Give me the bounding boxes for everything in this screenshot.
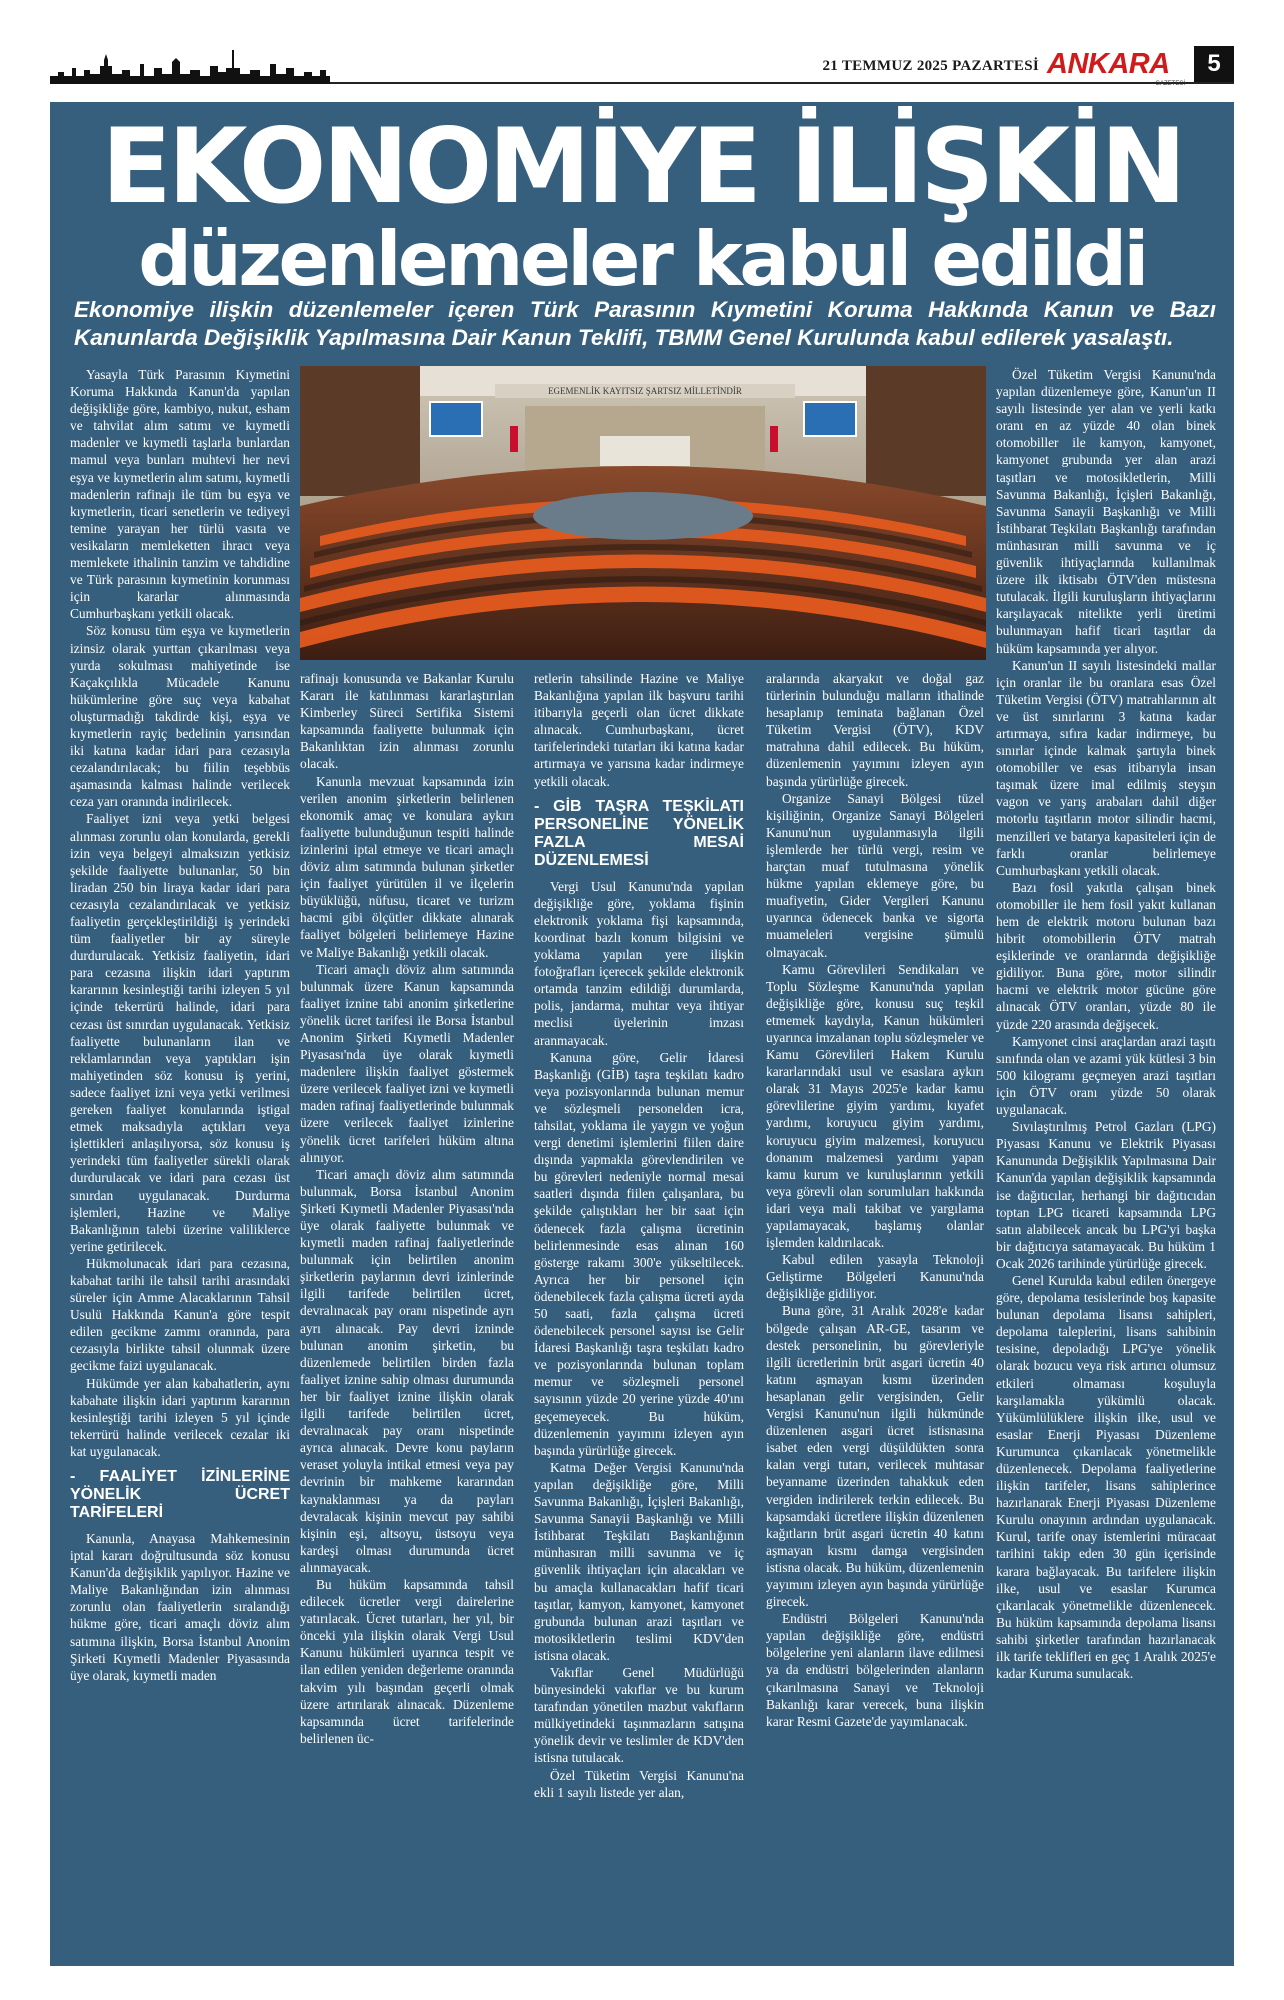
issue-date: 21 TEMMUZ 2025 PAZARTESİ: [822, 58, 1039, 74]
paragraph: Yasayla Türk Parasının Kıymetini Koruma Hakkında Kanun'da yapılan değişikliğe göre, kambiyo, nukut, esham ve tahvilat alım satımı ve kıymetli madenler ve kıymetli taşlarla bunlardan mamul veya bunları muhtevi her nevi eşya ve kıymetlerin alım satımı, kıymetli madenlerin rafinajı ile tüm bu eşya ve kıymetlerin, ticari senetlerin ve tediyeyi temine yarayan her türlü vasıta ve vesikaların memleketten ihracı veya memlekete ithalinin tanzim ve tahdidine ve Türk parasının kıymetinin korunması için kararlar alınmasında Cumhurbaşkanı yetkili olacak.: [70, 367, 290, 622]
paragraph: Hükmolunacak idari para cezasına, kabahat tarihi ile tahsil tarihi arasındaki süreler için Amme Alacaklarının Tahsil Usulü Hakkında Kanun'a göre tespit edilen gecikme zammı oranında, para cezasıyla birlikte tahsil olunmak üzere gecikme faizi uygulanacak.: [70, 1255, 290, 1374]
headline-line-2: düzenlemeler kabul edildi: [138, 215, 1146, 303]
paragraph: retlerin tahsilinde Hazine ve Maliye Bakanlığına yapılan ilk başvuru tarihi itibarıyla geçerli olan ücret dikkate alınacak. Cumhurbaşkanı, ücret tarifelerindeki tutarları iki katına kadar artırmaya ve yarısına kadar indirmeye yetkili olacak.: [534, 671, 744, 789]
paragraph: Kabul edilen yasayla Teknoloji Geliştirme Bölgeleri Kanunu'nda değişikliğe gidiliyor.: [766, 1252, 984, 1302]
paragraph: Ticari amaçlı döviz alım satımında bulunmak üzere Kanun kapsamında faaliyet iznine tabi anonim şirketlerine yönelik ücret tarifesi ile Borsa İstanbul Anonim Şirketi Kıymetli Madenler Piyasası'nda üye olarak kıymetli madenlere ilişkin faaliyet göstermek üzere verilecek faaliyet izni ve kıymetli maden rafinaj faaliyetlerinde bulunmak üzere verilecek faaliyet izinlerine yönelik ücret tarifeleri hüküm altına alınıyor.: [300, 961, 514, 1165]
ankara-skyline-icon: [50, 46, 330, 84]
paragraph: Kanun'un II sayılı listesindeki mallar için oranlar ile bu oranlara esas Özel Tüketim Vergisi (ÖTV) matrahlarının alt ve üst sınırlarını 3 katına kadar artırmaya, sıfıra kadar indirmeye, bu sınırlar içinde kalmak şartıyla binek otomobiller ve esas itibarıyla insan taşımak üzere imal edilmiş steyşın vagon ve yarış arabaları dahil diğer motorlu taşıtların motor silindir hacmi, menzilleri ve batarya kapasiteleri için de farklı oranlar belirlemeye Cumhurbaşkanı yetkili olacak.: [996, 657, 1216, 878]
subheading-fees: - FAALİYET İZİNLERİNE YÖNELİK ÜCRET TARİFELERİ: [70, 1468, 290, 1521]
paragraph: Vergi Usul Kanunu'nda yapılan değişikliğe göre, yoklama fişinin elektronik yoklama fişi kapsamında, koordinat bazlı konum bilgisini ve yoklama yapılan yere ilişkin fotoğrafları içerecek şekilde elektronik ortamda tanzim edildiği durumlarda, polis, jandarma, muhtar veya ihtiyar meclisi üyelerinin imzası aranmayacak.: [534, 878, 744, 1048]
paragraph: Katma Değer Vergisi Kanunu'nda yapılan değişikliğe göre, Milli Savunma Bakanlığı, İçişleri Bakanlığı, Savunma Sanayii Başkanlığı ve Milli İstihbarat Teşkilatı Başkanlığının münhasıran milli savunma ve iç güvenlik ihtiyaçları için alacakları ve bu amaçla kullanacakları hafif ticari taşıtlar, kamyon, kamyonet, kamyonet grubunda bulunan arazi taşıtları ve motosikletlerin teslimi KDV'den istisna olacak.: [534, 1459, 744, 1663]
paragraph: Söz konusu tüm eşya ve kıymetlerin izinsiz olarak yurttan çıkarılması veya yurda sokulması mahiyetinde ise Kaçakçılıkla Mücadele Kanunu hükümlerine göre suç veya kabahat oluşturmadığı takdirde kişi, eşya ve kıymetlerin rayiç bedelinin yarısından iki katına kadar idari para cezasıyla cezalandırılacak; bu fiilin teşebbüs aşamasında kalması halinde verilecek ceza yarı oranında indirilecek.: [70, 623, 290, 810]
paragraph: Kamyonet cinsi araçlardan arazi taşıtı sınıfında olan ve azami yük kütlesi 3 bin 500 kilogramı geçmeyen arazi taşıtları için ÖTV oranı yüzde 50 olarak uygulanacak.: [996, 1033, 1216, 1118]
logo-subtitle: GAZETESİ: [1155, 81, 1185, 87]
column-3: [534, 670, 744, 1801]
parliament-hall-image: [300, 366, 986, 660]
paragraph: Genel Kurulda kabul edilen önergeye göre, depolama tesislerinde boş kapasite bulunan depolama lisansı sahipleri, depolama taleplerini, lisans sahibinin tesisine, depoladığı LPG'ye yönelik olarak bozucu veya risk artırıcı olumsuz etkileri olmaması koşuluyla karşılamakla yükümlü olacak. Yükümlülüklere ilişkin ilke, usul ve esaslar Enerji Piyasası Düzenleme Kurumunca çıkarılacak yönetmelikle düzenlenecek. Depolama faaliyetlerine ilişkin tarifeler, lisans sahiplerince hazırlanarak Enerji Piyasası Düzenleme Kurulu onayının ardından uygulanacak. Kurul, tarife onay istemlerini müracaat tarihini takip eden 30 gün içerisinde karara bağlayacak. Bu tarifelere ilişkin ilke, usul ve esaslar Kurumca çıkarılacak yönetmelikle düzenlenecek. Bu hüküm kapsamında depolama lisansı sahibi şirketler tarafından hazırlanacak ilk tarife teklifleri en geç 1 Aralık 2025'e kadar Kuruma sunulacak.: [996, 1272, 1216, 1682]
column-5: [996, 366, 1216, 1682]
newspaper-logo: [1047, 48, 1189, 87]
column-4: [766, 670, 984, 1730]
column-2: [300, 670, 514, 1747]
paragraph: Bazı fosil yakıtla çalışan binek otomobiller ile hem fosil yakıt kullanan hem de elektrik motoru bulunan bazı hibrit otomobillerin ÖTV matrah eşiklerinde ve oranlarında değişikliğe gidiliyor. Buna göre, motor silindir hacmi ve elektrik motor gücüne göre alınacak ÖTV oranları, yüzde 80 ile yüzde 220 arasında değişecek.: [996, 879, 1216, 1032]
paragraph: Kanunla mevzuat kapsamında izin verilen anonim şirketlerin belirlenen ekonomik amaç ve konulara aykırı faaliyette bulunduğunun tespiti halinde izinlerini iptal etmeye ve ticari amaçlı döviz alım satımında bulunan şirketler için faaliyet yürütülen il ve ilçelerin büyüklüğü, nüfusu, ticaret ve turizm hacmi gibi ölçütler dikkate alınarak faaliyet bölgeleri belirlemeye Hazine ve Maliye Bakanlığı yetkili olacak.: [300, 773, 514, 960]
paragraph: Bu hüküm kapsamında tahsil edilecek ücretler vergi dairelerine yatırılacak. Ücret tutarları, her yıl, bir önceki yıla ilişkin olarak Vergi Usul Kanunu hükümleri uyarınca tespit ve ilan edilen yeniden değerleme oranında takvim yılı başından geçerli olmak üzere artırılarak alınacak. Düzenleme kapsamında ücret tarifelerinde belirlenen üc-: [300, 1576, 514, 1746]
paragraph: Ticari amaçlı döviz alım satımında bulunmak, Borsa İstanbul Anonim Şirketi Kıymetli Madenler Piyasası'nda üye olarak faaliyette bulunmak ve kıymetli maden rafinaj faaliyetlerinde bulunmak için belirtilen anonim şirketlerin paylarının devri izinlerinde ilgili tarifede belirtilen ücret, devralınacak pay oranı nispetinde ayrı ayrı alınacak. Pay devri izninde bulunan anonim şirketin, bu düzenlemede belirtilen birden fazla faaliyet iznine sahip olması durumunda her bir faaliyet iznine ilişkin olarak ilgili tarifede belirtilen ücret, devralınacak pay oranı nispetinde ayrıca alınacak. Devre konu payların veraset yoluyla intikal etmesi veya pay devrinin bir mahkeme kararından kaynaklanması ya da payları devralacak kişinin mevcut pay sahibi kişinin eşi, altsoyu, üstsoyu veya kardeşi olması durumunda ücret alınmayacak.: [300, 1166, 514, 1575]
paragraph: Özel Tüketim Vergisi Kanunu'nda yapılan düzenlemeye göre, Kanun'un II sayılı listesinde yer alan ve yerli katkı oranı en az yüzde 40 olan binek otomobiller ile kamyon, kamyonet, kamyonet grubunda yer alan arazi taşıtları ve motosikletlerin, Milli Savunma Bakanlığı, İçişleri Bakanlığı, Savunma Sanayii Başkanlığı ve Milli İstihbarat Teşkilatı Başkanlığı tarafından münhasıran milli savunma ve iç güvenlik ihtiyaçlarında kullanılmak üzere ilk iktisabı ÖTV'den müstesna tutulacak. İlgili kuruluşların ihtiyaçlarını karşılayacak nitelikte yerli üretimi bulunmayan hafif ticari taşıtlar da hüküm kapsamında yer alıyor.: [996, 367, 1216, 656]
paragraph: Kanuna göre, Gelir İdaresi Başkanlığı (GİB) taşra teşkilatı kadro veya pozisyonlarında bulunan memur ve sözleşmeli personelden icra, tahsilat, yoklama ile yaygın ve yoğun vergi denetimi işlemlerini fiilen daire dışında yapmakla görevlendirilen ve bu görevleri nedeniyle normal mesai saatleri dışında fiilen çalışanlara, bu şekilde çalıştıkları her bir saat için ödenecek fazla çalışma ücretinin belirlenmesinde esas alınan 160 gösterge rakamı 300'e yükseltilecek. Ayrıca her bir personel için ödenebilecek fazla çalışma ücreti ayda 50 saati, fazla çalışma ücreti ödenebilecek personel sayısı ise Gelir İdaresi Başkanlığı taşra teşkilatı kadro ve pozisyonlarında bulunan toplam memur ve sözleşmeli personel sayısının yüzde 20 yerine yüzde 40'ını geçemeyecek. Bu hüküm, düzenlemenin yayımını izleyen ayın başında yürürlüğe girecek.: [534, 1049, 744, 1458]
paragraph: rafinajı konusunda ve Bakanlar Kurulu Kararı ile katılınması kararlaştırılan Kimberley Süreci Sertifika Sistemi kapsamında faaliyette bulunmak için Bakanlıktan izin alınması zorunlu olacak.: [300, 671, 514, 772]
paragraph: Hükümde yer alan kabahatlerin, aynı kabahate ilişkin idari yaptırım kararının kesinleştiği tarihi izleyen 5 yıl içinde tekerrürü halinde verilecek cezalar iki kat uygulanacak.: [70, 1375, 290, 1459]
headline-line-1: EKONOMİYE İLİŞKİN: [101, 107, 1183, 227]
paragraph: Sıvılaştırılmış Petrol Gazları (LPG) Piyasası Kanunu ve Elektrik Piyasası Kanununda Değişiklik Yapılmasına Dair Kanun'da yapılan değişiklik kapsamında ise dağıtıcılar, herhangi bir dağıtıcıdan toptan LPG ticareti kapsamında LPG satın alabilecek ancak bu LPG'yi başka bir dağıtıcıya satamayacak. Bu hüküm 1 Ocak 2026 tarihinde yürürlüğe girecek.: [996, 1119, 1216, 1271]
paragraph: Endüstri Bölgeleri Kanunu'nda yapılan değişikliğe göre, endüstri bölgelerine yeni alanların ilave edilmesi ya da endüstri bölgelerinden alanların çıkarılmasına Sanayi ve Teknoloji Bakanlığı karar verecek, buna ilişkin karar Resmi Gazete'de yayımlanacak.: [766, 1611, 984, 1729]
page-header: [50, 46, 1234, 86]
page-number: 5: [1194, 46, 1234, 82]
photo-banner-text: EGEMENLİK KAYITSIZ ŞARTSIZ MİLLETİNDİR: [548, 386, 742, 396]
parliament-photo: [300, 366, 986, 660]
paragraph: Özel Tüketim Vergisi Kanunu'na ekli 1 sayılı listede yer alan,: [534, 1767, 744, 1800]
article-panel: [50, 102, 1234, 1966]
paragraph: Faaliyet izni veya yetki belgesi alınması zorunlu olan konularda, gerekli izin veya belgeyi almaksızın yetkisiz şekilde faaliyette bulunanlar, 50 bin liradan 250 bin liraya kadar idari para cezasıyla cezalandırılacak ve yetkisiz faaliyetin gerçekleştirildiği iş yerindeki tüm faaliyetler bir ay süreyle durdurulacak. Yetkisiz faaliyetin, idari para cezasına ilişkin idari yaptırım kararının kesinleştiği tarihi izleyen 5 yıl içinde tekerrürü halinde, idari para cezası üst sınırdan uygulanacak. Yetkisiz faaliyette bulunanların ilan ve reklamlarından veya yaptıkları işin mahiyetinden söz konusu iş yerini, sadece faaliyet izni veya yetki verilmesi gereken faaliyet konularında iştigal etmek maksadıyla açtıkları veya işlettikleri anlaşılıyorsa, söz konusu iş yerindeki tüm faaliyetler sürekli olarak durdurulacak ve idari para cezası üst sınırdan uygulanacak. Durdurma işlemleri, Hazine ve Maliye Bakanlığının talebi üzerine valiliklerce yerine getirilecek.: [70, 811, 290, 1254]
logo-text: ANKARA: [1047, 48, 1170, 80]
article-lead: Ekonomiye ilişkin düzenlemeler içeren Türk Parasının Kıymetini Koruma Hakkında Kanun ve Bazı Kanunlarda Değişiklik Yapılmasına Dair Kanun Teklifi, TBMM Genel Kurulunda kabul edilerek yasalaştı.: [74, 297, 1216, 350]
paragraph: Vakıflar Genel Müdürlüğü bünyesindeki vakıflar ve bu kurum tarafından yönetilen mazbut vakıfların mülkiyetindeki taşınmazların satışına yönelik devir ve teslimler de KDV'den istisna tutulacak.: [534, 1664, 744, 1766]
subheading-gib-overtime: - GİB TAŞRA TEŞKİLATI PERSONELİNE YÖNELİK FAZLA MESAİ DÜZENLEMESİ: [534, 797, 744, 869]
paragraph: Organize Sanayi Bölgesi tüzel kişiliğinin, Organize Sanayi Bölgeleri Kanunu'nun uygulanmasıyla ilgili işlemlerde her türlü vergi, resim ve harçtan muaf tutulmasına yönelik hükme yapılan eklemeye göre, bu muafiyetin, Gider Vergileri Kanunu uyarınca ödenecek banka ve sigorta muameleleri vergisine şümulü olmayacak.: [766, 790, 984, 960]
paragraph: Kamu Görevlileri Sendikaları ve Toplu Sözleşme Kanunu'nda yapılan değişikliğe göre, konusu suç teşkil etmemek kaydıyla, Kanun hükümleri uyarınca imzalanan toplu sözleşmeler ve Kamu Görevlileri Hakem Kurulu kararlarındaki usul ve esaslara aykırı olarak 31 Mayıs 2025'e kadar kamu görevlilerine giyim yardımı, kıyafet yardımı, koruyucu giyim yardımı, koruyucu giyim malzemesi, koruyucu donanım malzemesi yardımı yapan kamu kurum ve kuruluşlarının yetkili veya görevli olan sorumluları hakkında idari veya mali takibat ve yargılama yapılamayacak, başlamış olanlar işlemden kaldırılacak.: [766, 961, 984, 1251]
paragraph: Buna göre, 31 Aralık 2028'e kadar bölgede çalışan AR-GE, tasarım ve destek personelinin, bu görevleriyle ilgili ücretlerinin brüt asgari ücretin 40 katını aşmayan kısmı üzerinden hesaplanan gelir vergisinden, Gelir Vergisi Kanunu'nun ilgili hükmünde düzenlenen asgari ücret istisnasına isabet eden vergi düşüldükten sonra kalan vergi tutarı, verilecek muhtasar beyanname üzerinden tahakkuk eden vergiden indirilerek terkin edilecek. Bu kapsamdaki ücretlere ilişkin düzenlenen kağıtların brüt asgari ücretin 40 katını aşmayan kısmı damga vergisinden istisna olacak. Bu hüküm, düzenlemenin yayımını izleyen ayın başında yürürlüğe girecek.: [766, 1303, 984, 1610]
column-1: [70, 366, 290, 1684]
paragraph: Kanunla, Anayasa Mahkemesinin iptal kararı doğrultusunda söz konusu Kanun'da değişiklik yapılıyor. Hazine ve Maliye Bakanlığından izin alınması zorunlu olan faaliyetlerin sıralandığı hükme göre, ticari amaçlı döviz alım satımına ilişkin, Borsa İstanbul Anonim Şirketi Kıymetli Madenler Piyasasında üye olarak, kıymetli maden: [70, 1531, 290, 1683]
paragraph: aralarında akaryakıt ve doğal gaz türlerinin bulunduğu malların ithalinde hesaplanıp teminata bağlanan Özel Tüketim Vergisi (ÖTV), KDV matrahına dahil edilecek. Bu hüküm, düzenlemenin yayımını izleyen ayın başında yürürlüğe girecek.: [766, 671, 984, 789]
